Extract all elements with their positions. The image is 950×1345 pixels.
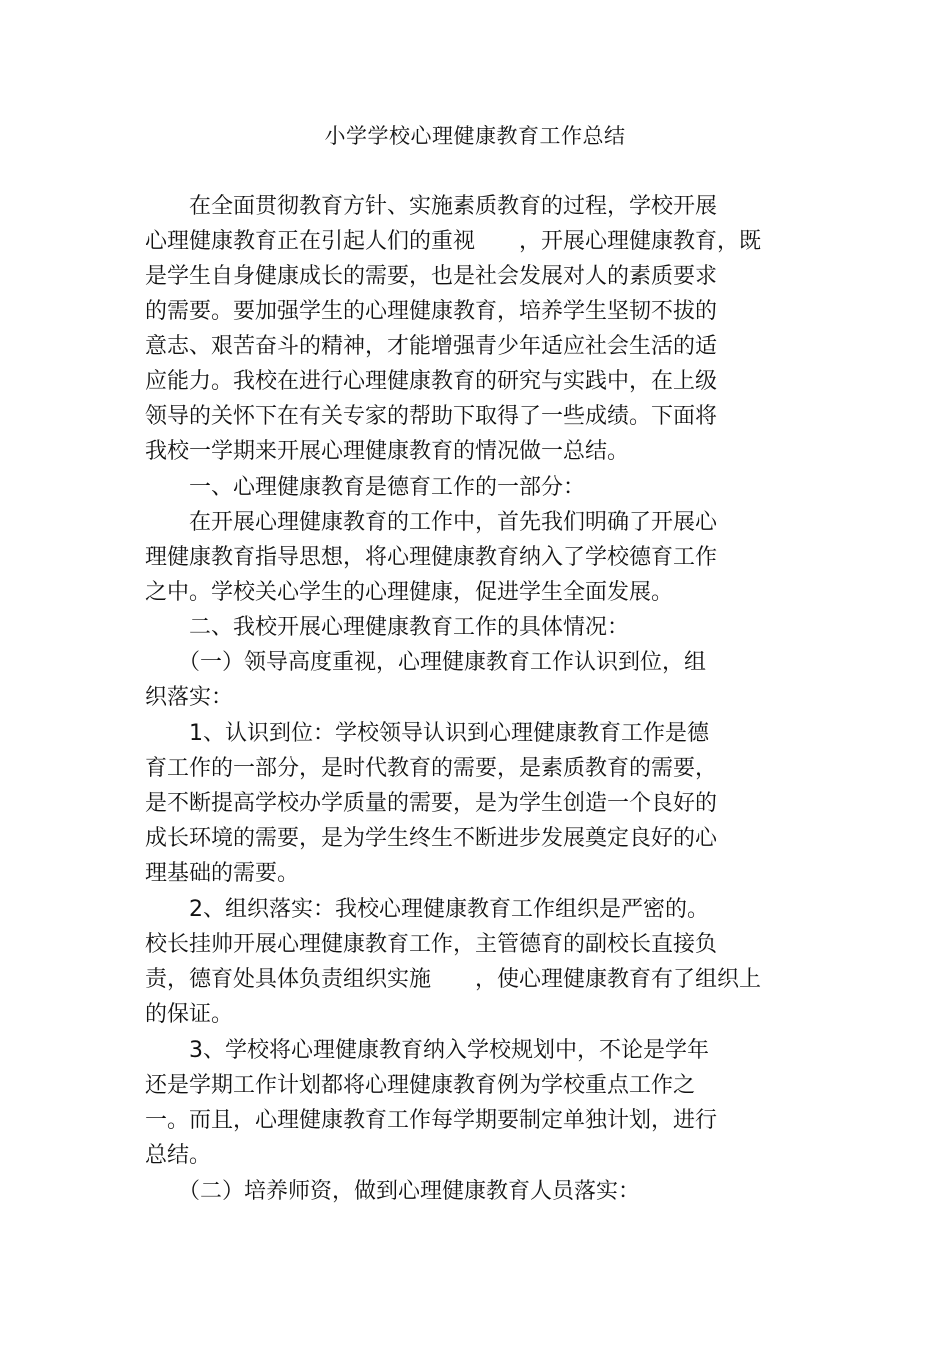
paragraph-line: 成长环境的需要，是为学生终生不断进步发展奠定良好的心 [145, 826, 718, 851]
paragraph-line: 领导的关怀下在有关专家的帮助下取得了一些成绩。下面将 [145, 404, 718, 429]
paragraph-line: 之中。学校关心学生的心理健康，促进学生全面发展。 [145, 580, 674, 605]
paragraph-line: 应能力。我校在进行心理健康教育的研究与实践中，在上级 [145, 369, 718, 394]
document-title: 小学学校心理健康教育工作总结 [324, 124, 626, 148]
paragraph-line: 一。而且，心理健康教育工作每学期要制定单独计划，进行 [145, 1108, 718, 1133]
subsection-heading: 织落实： [145, 685, 234, 710]
subsection-heading: （一）领导高度重视，心理健康教育工作认识到位，组 [145, 650, 707, 675]
paragraph-line: 责，德育处具体负责组织实施 ，使心理健康教育有了组织上 [145, 967, 762, 992]
paragraph-line: 在开展心理健康教育的工作中，首先我们明确了开展心 [145, 510, 718, 535]
paragraph-line: 的需要。要加强学生的心理健康教育，培养学生坚韧不拔的 [145, 299, 718, 324]
paragraph-line: 理基础的需要。 [145, 861, 300, 886]
paragraph-line: 1、认识到位：学校领导认识到心理健康教育工作是德 [145, 721, 709, 746]
paragraph-line: 意志、艰苦奋斗的精神，才能增强青少年适应社会生活的适 [145, 334, 718, 359]
paragraph-line: 总结。 [145, 1143, 212, 1168]
paragraph-line: 校长挂帅开展心理健康教育工作，主管德育的副校长直接负 [145, 932, 718, 957]
paragraph-line: 2、组织落实：我校心理健康教育工作组织是严密的。 [145, 897, 709, 922]
subsection-heading: （二）培养师资，做到心理健康教育人员落实： [145, 1179, 641, 1204]
paragraph-line: 是学生自身健康成长的需要，也是社会发展对人的素质要求 [145, 264, 718, 289]
paragraph-line: 的保证。 [145, 1002, 234, 1027]
paragraph-line: 3、学校将心理健康教育纳入学校规划中，不论是学年 [145, 1038, 709, 1063]
paragraph-line: 在全面贯彻教育方针、实施素质教育的过程，学校开展 [145, 194, 718, 219]
paragraph-line: 育工作的一部分，是时代教育的需要，是素质教育的需要， [145, 756, 718, 781]
paragraph-line: 我校一学期来开展心理健康教育的情况做一总结。 [145, 439, 630, 464]
paragraph-line: 心理健康教育正在引起人们的重视 ，开展心理健康教育，既 [145, 229, 762, 254]
paragraph-line: 理健康教育指导思想，将心理健康教育纳入了学校德育工作 [145, 545, 718, 570]
section-heading: 二、我校开展心理健康教育工作的具体情况： [145, 615, 630, 640]
paragraph-line: 是不断提高学校办学质量的需要，是为学生创造一个良好的 [145, 791, 718, 816]
section-heading: 一、心理健康教育是德育工作的一部分： [145, 475, 586, 500]
paragraph-line: 还是学期工作计划都将心理健康教育例为学校重点工作之 [145, 1073, 696, 1098]
